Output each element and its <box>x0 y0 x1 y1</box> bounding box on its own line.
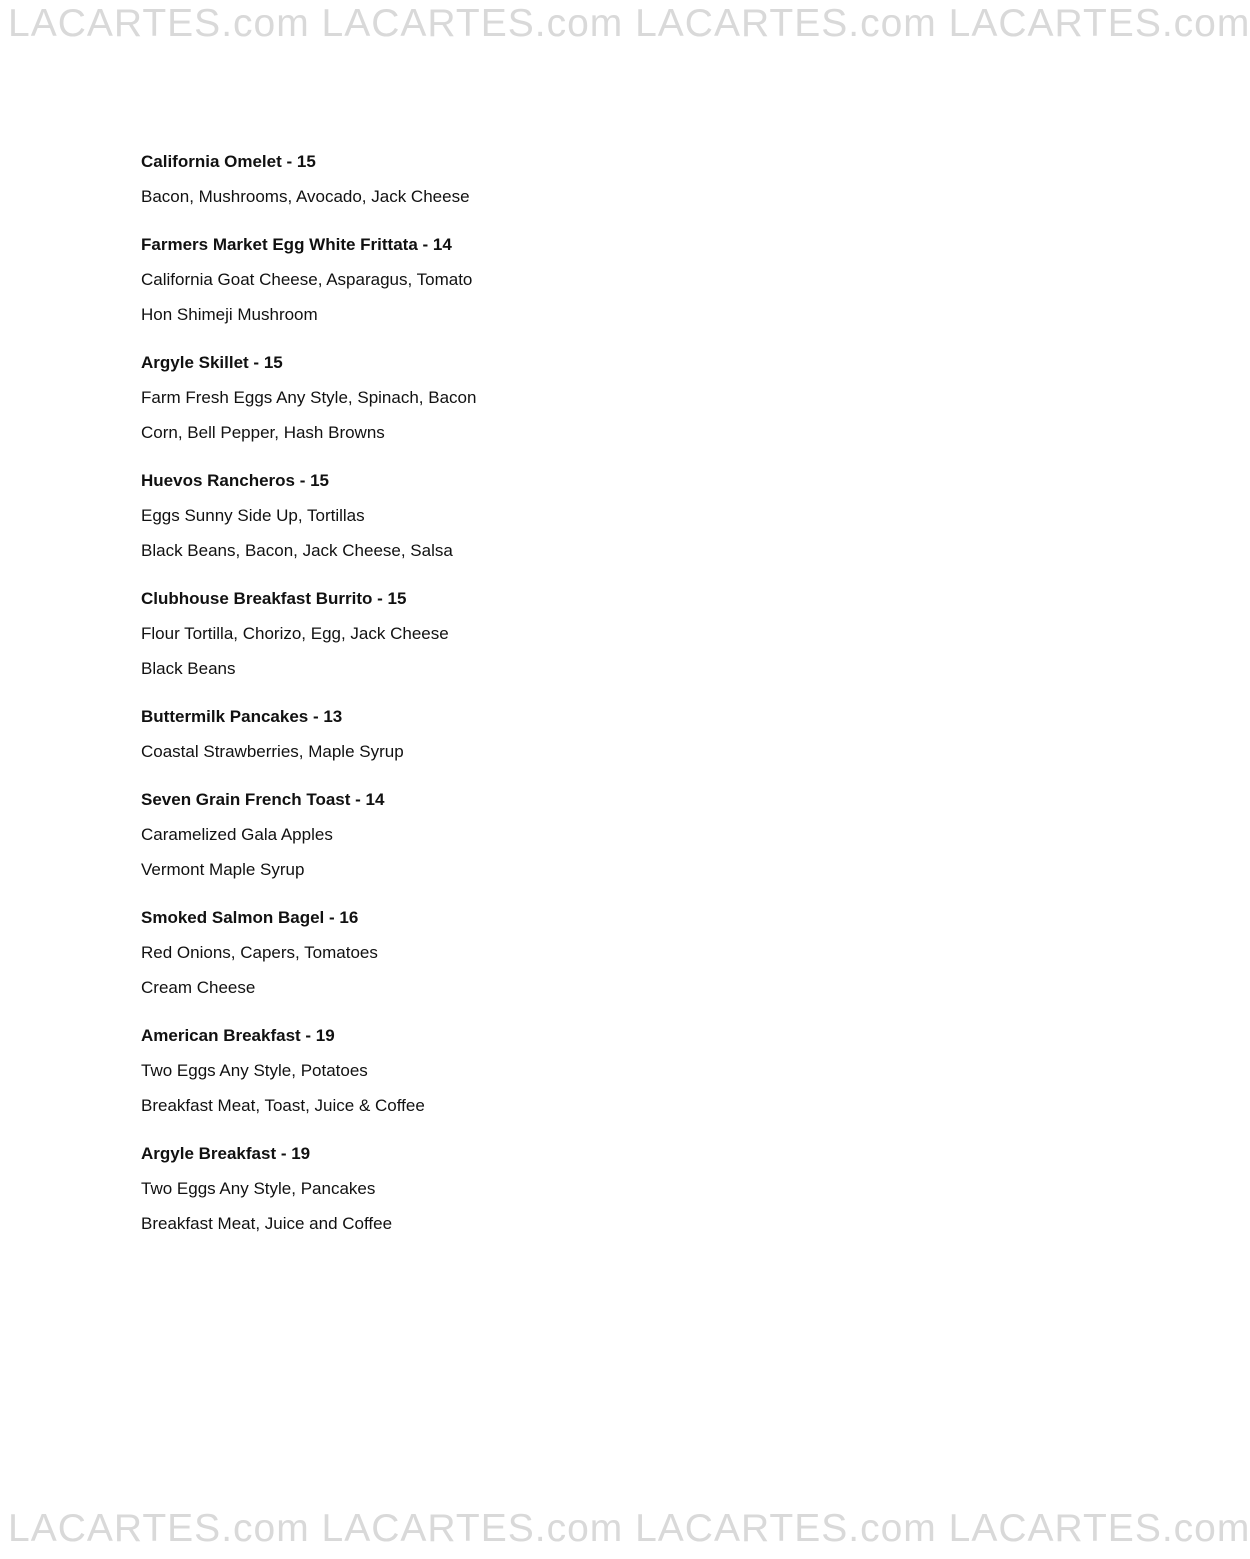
menu-item <box>141 467 841 564</box>
menu-item-title: Buttermilk Pancakes - 13 <box>141 707 343 726</box>
watermark-text: LACARTES.com <box>8 2 310 45</box>
watermark-text: LACARTES.com <box>948 1507 1250 1550</box>
menu-item-description: Flour Tortilla, Chorizo, Egg, Jack Cheese <box>141 624 449 643</box>
menu-item-description: Corn, Bell Pepper, Hash Browns <box>141 423 385 442</box>
menu-item-title: American Breakfast - 19 <box>141 1026 335 1045</box>
watermark-text: LACARTES.com <box>8 1507 310 1550</box>
menu-item-title: Seven Grain French Toast - 14 <box>141 790 385 809</box>
menu-item-description: Two Eggs Any Style, Pancakes <box>141 1179 376 1198</box>
watermark-top <box>8 2 1250 54</box>
menu-item-description: Black Beans <box>141 659 236 678</box>
menu-item <box>141 349 841 446</box>
menu-item-description: Vermont Maple Syrup <box>141 860 305 879</box>
menu-item <box>141 904 841 1001</box>
menu-item-description: Cream Cheese <box>141 978 256 997</box>
menu-item-title: Argyle Breakfast - 19 <box>141 1144 311 1163</box>
menu-item-description: Breakfast Meat, Toast, Juice & Coffee <box>141 1096 425 1115</box>
menu-item <box>141 1140 841 1237</box>
menu-item-title: Farmers Market Egg White Frittata - 14 <box>141 235 452 254</box>
watermark-text: LACARTES.com <box>635 2 937 45</box>
menu-item-description: California Goat Cheese, Asparagus, Tomato <box>141 270 473 289</box>
menu-item-description: Coastal Strawberries, Maple Syrup <box>141 742 404 761</box>
menu-item <box>141 703 841 765</box>
watermark-text: LACARTES.com <box>321 2 624 45</box>
menu-list <box>141 148 841 1258</box>
watermark-text: LACARTES.com <box>635 1507 937 1550</box>
menu-item-title: Smoked Salmon Bagel - 16 <box>141 908 359 927</box>
menu-item <box>141 148 841 210</box>
menu-item-title: Argyle Skillet - 15 <box>141 353 283 372</box>
watermark-bottom <box>8 1507 1250 1559</box>
menu-item-description: Eggs Sunny Side Up, Tortillas <box>141 506 365 525</box>
watermark-text: LACARTES.com <box>321 1507 624 1550</box>
menu-item-description: Red Onions, Capers, Tomatoes <box>141 943 378 962</box>
menu-item-description: Hon Shimeji Mushroom <box>141 305 318 324</box>
menu-item-description: Bacon, Mushrooms, Avocado, Jack Cheese <box>141 187 470 206</box>
menu-item-title: Clubhouse Breakfast Burrito - 15 <box>141 589 407 608</box>
menu-item-title: Huevos Rancheros - 15 <box>141 471 330 490</box>
menu-item-description: Black Beans, Bacon, Jack Cheese, Salsa <box>141 541 453 560</box>
menu-item-description: Two Eggs Any Style, Potatoes <box>141 1061 368 1080</box>
menu-item <box>141 1022 841 1119</box>
menu-item-title: California Omelet - 15 <box>141 152 316 171</box>
menu-item-description: Caramelized Gala Apples <box>141 825 333 844</box>
menu-item <box>141 231 841 328</box>
menu-item-description: Breakfast Meat, Juice and Coffee <box>141 1214 393 1233</box>
menu-item-description: Farm Fresh Eggs Any Style, Spinach, Bacon <box>141 388 477 407</box>
menu-item <box>141 786 841 883</box>
watermark-text: LACARTES.com <box>948 2 1250 45</box>
menu-item <box>141 585 841 682</box>
